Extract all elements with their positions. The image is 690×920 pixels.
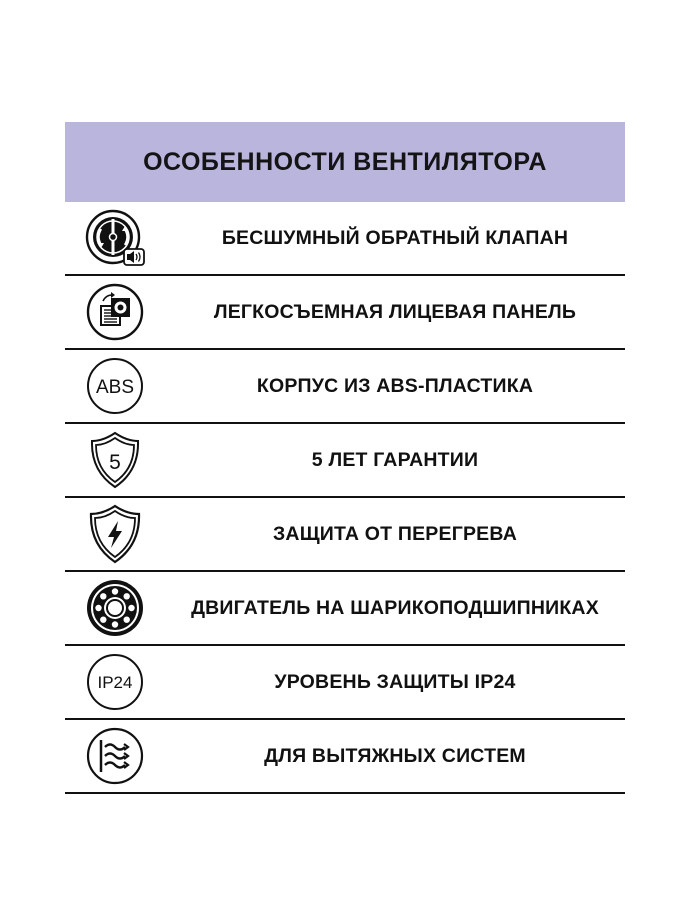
warranty-years-text: 5 <box>109 451 121 474</box>
feature-row-ball-bearing <box>65 572 625 646</box>
feature-label: БЕСШУМНЫЙ ОБРАТНЫЙ КЛАПАН <box>221 226 569 249</box>
feature-label: УРОВЕНЬ ЗАЩИТЫ IP24 <box>274 670 516 693</box>
silent-valve-icon <box>84 207 146 269</box>
feature-label: КОРПУС ИЗ ABS-ПЛАСТИКА <box>256 374 534 397</box>
feature-label: 5 ЛЕТ ГАРАНТИИ <box>311 448 479 471</box>
feature-row-silent-valve <box>65 202 625 276</box>
page-title: ОСОБЕННОСТИ ВЕНТИЛЯТОРА <box>143 147 547 176</box>
feature-label: ЛЕГКОСЪЕМНАЯ ЛИЦЕВАЯ ПАНЕЛЬ <box>213 300 577 323</box>
abs-icon-text: ABS <box>95 377 135 398</box>
feature-label: ДВИГАТЕЛЬ НА ШАРИКОПОДШИПНИКАХ <box>191 596 599 619</box>
abs-icon <box>84 355 146 417</box>
ip24-icon <box>84 651 146 713</box>
feature-row-exhaust <box>65 720 625 794</box>
feature-row-abs <box>65 350 625 424</box>
header-banner <box>65 122 625 202</box>
feature-label: ЗАЩИТА ОТ ПЕРЕГРЕВА <box>273 522 517 545</box>
ball-bearing-icon <box>84 577 146 639</box>
ip24-icon-text: IP24 <box>97 673 133 692</box>
feature-row-removable-panel <box>65 276 625 350</box>
feature-list <box>65 202 625 794</box>
feature-label: ДЛЯ ВЫТЯЖНЫХ СИСТЕМ <box>264 744 526 767</box>
exhaust-waves-icon <box>84 725 146 787</box>
feature-row-warranty <box>65 424 625 498</box>
removable-panel-icon <box>84 281 146 343</box>
overheat-shield-icon <box>84 503 146 565</box>
warranty-shield-icon <box>84 429 146 491</box>
feature-row-ip24 <box>65 646 625 720</box>
feature-row-overheat <box>65 498 625 572</box>
